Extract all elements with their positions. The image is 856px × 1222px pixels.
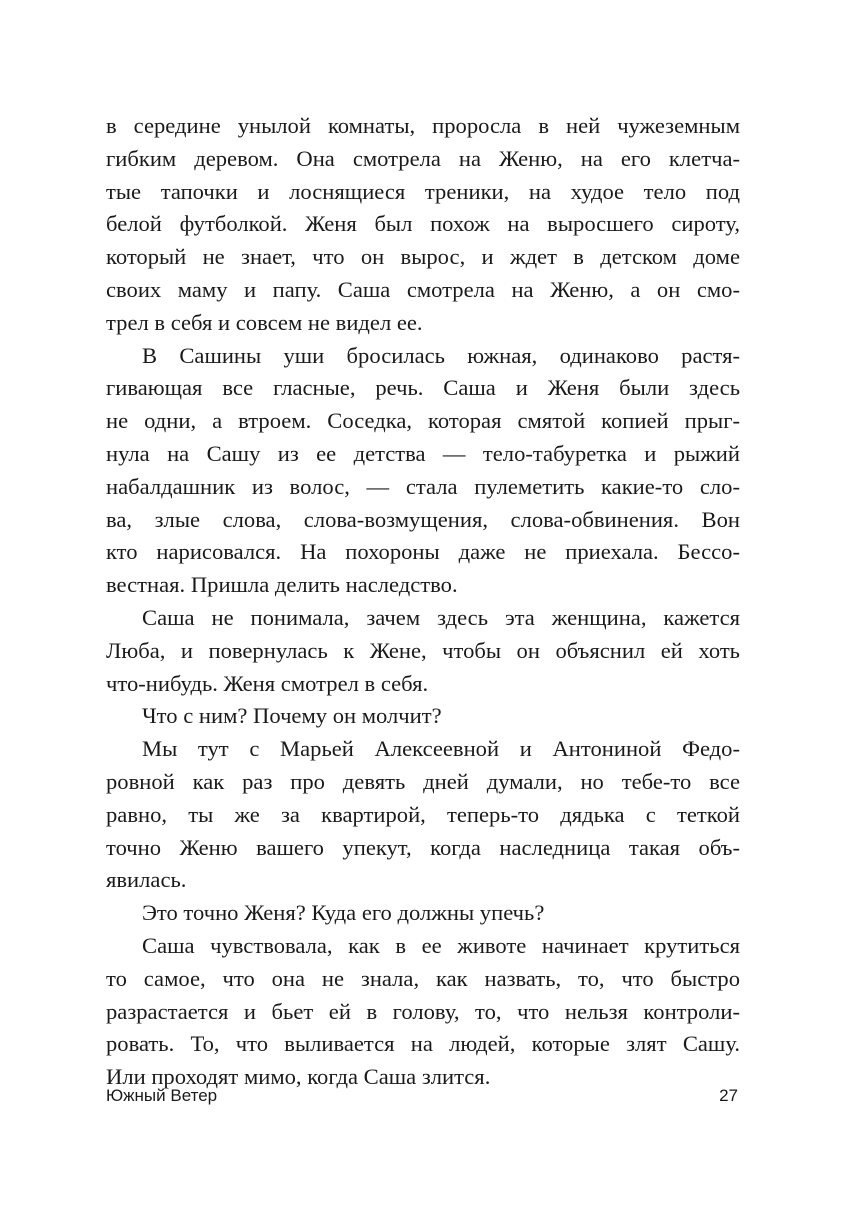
text-line: Люба, и повернулась к Жене, чтобы он объяснил ей хоть: [106, 637, 740, 663]
text-line: Это точно Женя? Куда его должны упечь?: [142, 900, 545, 926]
text-line: В Сашины уши бросилась южная, одинаково растя-: [142, 342, 740, 368]
running-footer-title: Южный Ветер: [106, 1086, 218, 1105]
text-line: Саша не понимала, зачем здесь эта женщина, кажется: [142, 604, 740, 630]
text-line: в середине унылой комнаты, проросла в ней чужеземным: [106, 113, 740, 138]
text-line: ровной как раз про девять дней думали, но тебе-то все: [106, 768, 740, 794]
text-line: точно Женю вашего упекут, когда наследница такая объ-: [106, 834, 740, 860]
text-line: Мы тут с Марьей Алексеевной и Антониной Федо-: [142, 736, 740, 762]
text-line: что-нибудь. Женя смотрел в себя.: [106, 670, 429, 696]
body-text: [106, 110, 740, 1094]
text-line: гибким деревом. Она смотрела на Женю, на его клетча-: [106, 145, 740, 171]
page-number: 27: [719, 1086, 738, 1105]
text-line: явилась.: [106, 867, 187, 893]
text-line: то самое, что она не знала, как назвать, то, что быстро: [106, 965, 740, 991]
text-line: нула на Сашу из ее детства — тело-табуретка и рыжий: [106, 440, 740, 466]
text-line: равно, ты же за квартирой, теперь-то дядька с теткой: [106, 801, 740, 827]
text-line: гивающая все гласные, речь. Саша и Женя были здесь: [106, 375, 740, 401]
text-line: ровать. То, что выливается на людей, которые злят Сашу.: [106, 1031, 740, 1057]
text-line: трел в себя и совсем не видел ее.: [106, 309, 423, 335]
text-line: набалдашник из волос, — стала пулеметить какие-то сло-: [106, 473, 740, 499]
text-line: тые тапочки и лоснящиеся треники, на худое тело под: [106, 178, 740, 204]
text-line: ва, злые слова, слова-возмущения, слова-обвинения. Вон: [106, 506, 740, 532]
text-line: не одни, а втроем. Соседка, которая смятой копией прыг-: [106, 408, 740, 434]
text-line: своих маму и папу. Саша смотрела на Женю, а он смо-: [106, 276, 740, 302]
text-line: кто нарисовался. На похороны даже не приехала. Бессо-: [106, 539, 740, 565]
text-line: вестная. Пришла делить наследство.: [106, 572, 458, 598]
text-line: разрастается и бьет ей в голову, то, что нельзя контроли-: [106, 998, 740, 1024]
text-line: Саша чувствовала, как в ее животе начинает крутиться: [142, 932, 740, 958]
text-line: Или проходят мимо, когда Саша злится.: [106, 1064, 491, 1090]
text-line: белой футболкой. Женя был похож на выросшего сироту,: [106, 211, 740, 237]
text-line: Что с ним? Почему он молчит?: [142, 703, 442, 729]
text-line: который не знает, что он вырос, и ждет в детском доме: [106, 244, 740, 270]
